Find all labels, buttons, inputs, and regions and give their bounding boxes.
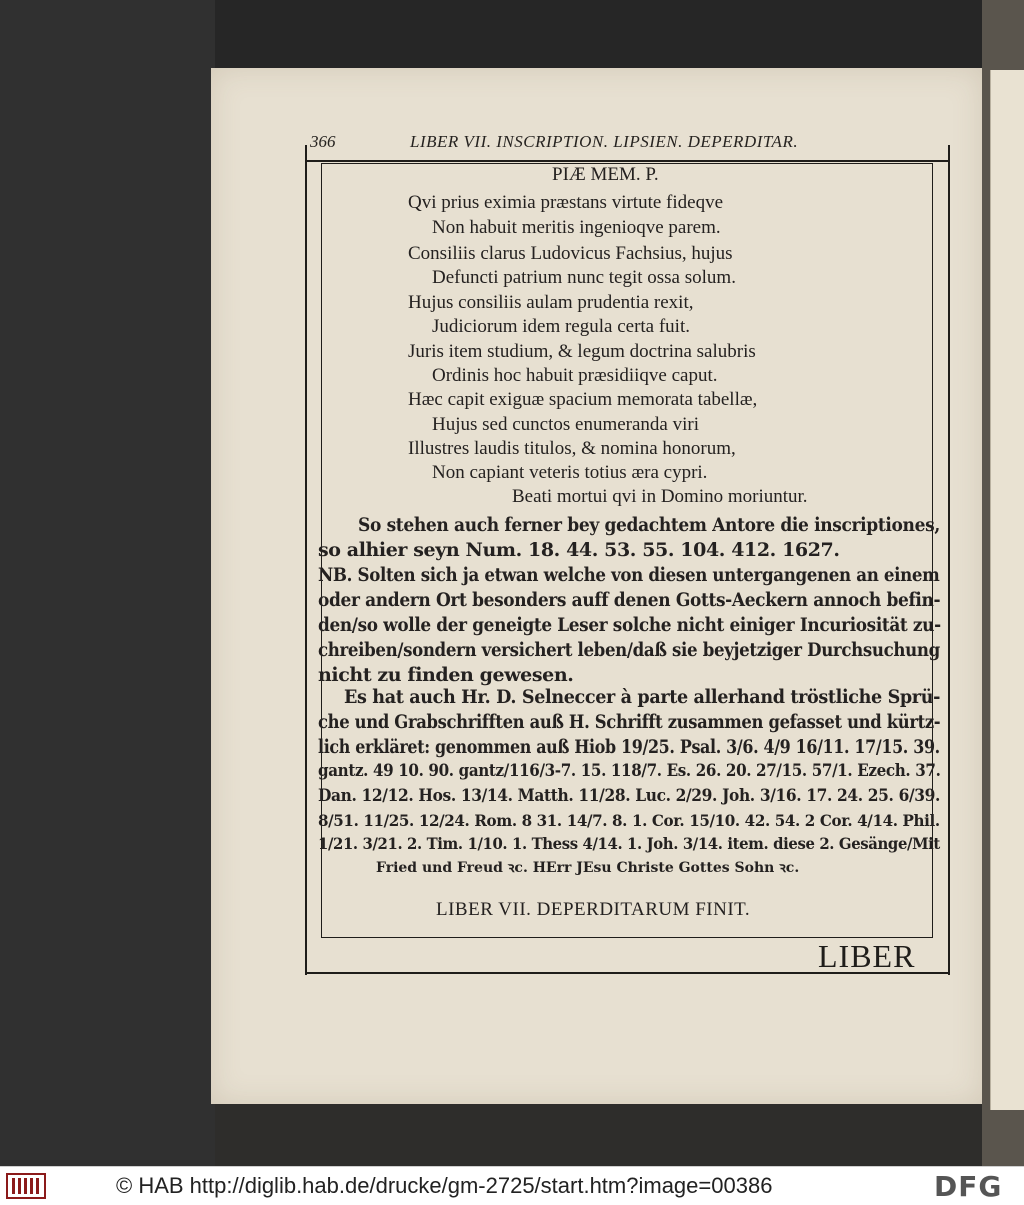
poem-line: Judiciorum idem regula certa fuit. bbox=[432, 316, 690, 337]
prose-line: So stehen auch ferner bey gedachtem Antore die inscriptiones, bbox=[358, 514, 940, 536]
poem-line: Ordinis hoc habuit præsidiiqve caput. bbox=[432, 365, 718, 386]
prose-line: Fried und Freud ꝛc. HErr JEsu Christe Gottes Sohn ꝛc. bbox=[376, 860, 800, 876]
facing-page-edge bbox=[990, 70, 1024, 1110]
poem-line: Qvi prius eximia præstans virtute fideqve bbox=[408, 192, 724, 213]
poem-line: Hujus sed cunctos enumeranda viri bbox=[432, 414, 699, 435]
scan-top-margin bbox=[215, 0, 982, 68]
poem-line: Non capiant veteris totius æra cypri. bbox=[432, 462, 708, 483]
poem-line: Non habuit meritis ingenioqve parem. bbox=[432, 217, 721, 238]
prose-line: lich erkläret: genommen auß Hiob 19/25. Psal. 3/6. 4/9 16/11. 17/15. 39. bbox=[318, 736, 940, 758]
poem-line: Illustres laudis titulos, & nomina honorum, bbox=[408, 438, 736, 459]
prose-line: Dan. 12/12. Hos. 13/14. Matth. 11/28. Luc. 2/29. Joh. 3/16. 17. 24. 25. 6/39. bbox=[318, 786, 941, 806]
prose-line: nicht zu finden gewesen. bbox=[318, 664, 574, 686]
dfg-logo: DFG bbox=[934, 1170, 1003, 1203]
prose-line: chreiben/sondern versichert leben/daß sie beyjetziger Durchsuchung bbox=[318, 639, 940, 661]
prose-line: Es hat auch Hr. D. Selneccer à parte allerhand tröstliche Sprü- bbox=[344, 686, 941, 708]
prose-line: che und Grabschrifften auß H. Schrifft zusammen gefasset und kürtz- bbox=[318, 711, 941, 733]
poem-heading: PIÆ MEM. P. bbox=[552, 164, 659, 185]
catchword: LIBER bbox=[818, 938, 916, 974]
poem-line: Defuncti patrium nunc tegit ossa solum. bbox=[432, 267, 736, 288]
poem-line: Hujus consiliis aulam prudentia rexit, bbox=[408, 292, 694, 313]
copyright-link[interactable]: © HAB http://diglib.hab.de/drucke/gm-2725/start.htm?image=00386 bbox=[116, 1173, 773, 1198]
prose-line: so alhier seyn Num. 18. 44. 53. 55. 104. 412. 1627. bbox=[318, 539, 840, 561]
prose-line: gantz. 49 10. 90. gantz/116/3-7. 15. 118/7. Es. 26. 20. 27/15. 57/1. Ezech. 37. bbox=[318, 761, 941, 781]
prose-line: NB. Solten sich ja etwan welche von diesen untergangenen an einem bbox=[318, 564, 940, 586]
scan-left-margin bbox=[0, 0, 215, 1166]
prose-line: oder andern Ort besonders auff denen Gotts-Aeckern annoch befin- bbox=[318, 589, 941, 611]
poem-line: Hæc capit exiguæ spacium memorata tabellæ, bbox=[408, 389, 758, 410]
hab-logo-icon bbox=[6, 1172, 46, 1200]
poem-line: Juris item studium, & legum doctrina salubris bbox=[408, 341, 756, 362]
section-end-title: LIBER VII. DEPERDITARUM FINIT. bbox=[436, 899, 751, 920]
frame-top-rule bbox=[305, 160, 948, 162]
footer-bar bbox=[0, 1166, 1024, 1205]
prose-line: den/so wolle der geneigte Leser solche nicht einiger Incuriosität zu- bbox=[318, 614, 941, 636]
page-number: 366 bbox=[310, 132, 336, 151]
poem-line: Consiliis clarus Ludovicus Fachsius, hujus bbox=[408, 243, 733, 264]
prose-line: 1/21. 3/21. 2. Tim. 1/10. 1. Thess 4/14. 1. Joh. 3/14. item. diese 2. Gesänge/Mit bbox=[318, 834, 940, 853]
poem-closing: Beati mortui qvi in Domino moriuntur. bbox=[512, 486, 808, 507]
prose-line: 8/51. 11/25. 12/24. Rom. 8 31. 14/7. 8. 1. Cor. 15/10. 42. 54. 2 Cor. 4/14. Phil. bbox=[318, 811, 940, 830]
running-title: LIBER VII. INSCRIPTION. LIPSIEN. DEPERDITAR. bbox=[410, 132, 799, 151]
